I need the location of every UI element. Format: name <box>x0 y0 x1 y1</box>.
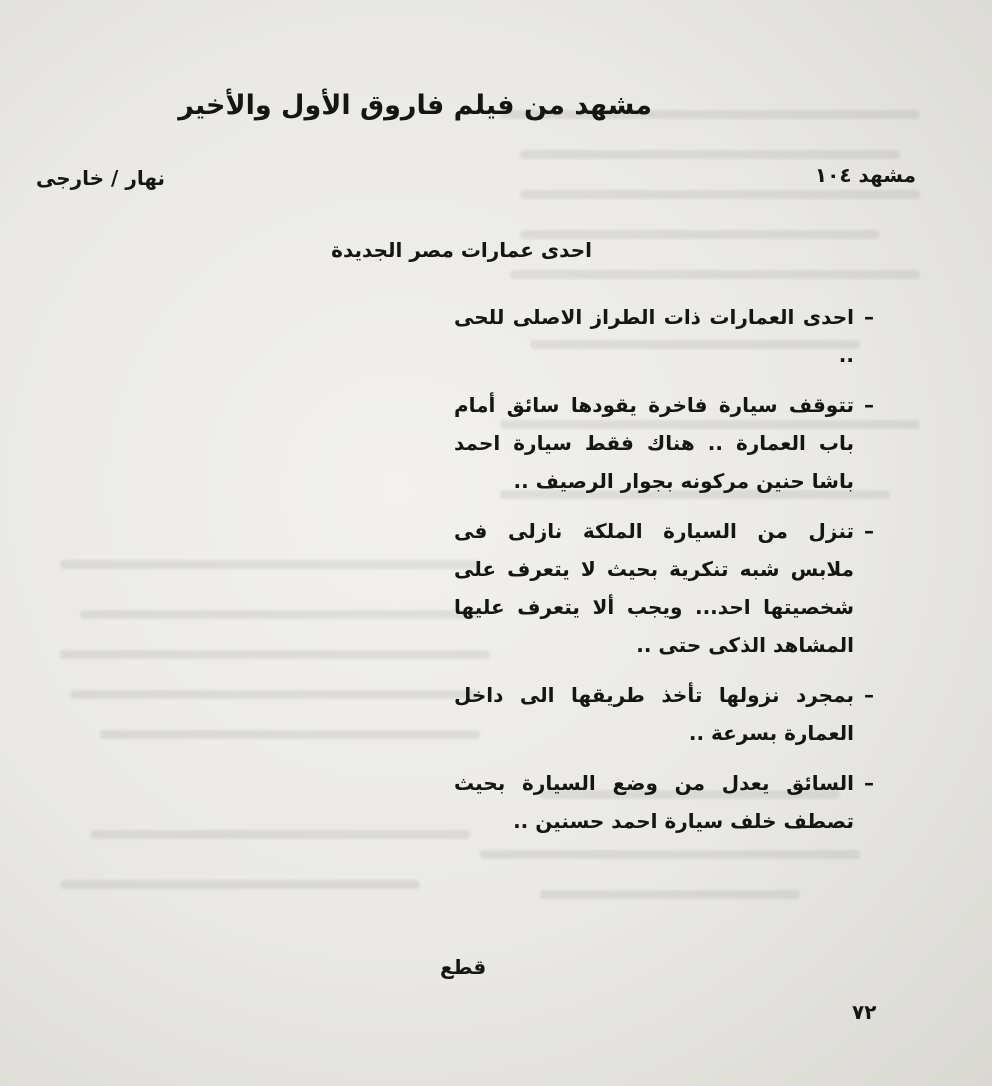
dash-marker: – <box>864 771 874 795</box>
action-item <box>454 298 874 374</box>
action-item <box>454 512 874 664</box>
page-number: ٧٢ <box>852 1000 877 1024</box>
dash-marker: – <box>864 683 874 707</box>
action-item <box>454 764 874 840</box>
action-item <box>454 676 874 752</box>
action-text: بمجرد نزولها تأخذ طريقها الى داخل العمارة بسرعة .. <box>454 683 854 745</box>
dash-marker: – <box>864 519 874 543</box>
page-title: مشهد من فيلم فاروق الأول والأخير <box>178 90 652 121</box>
scene-location: احدى عمارات مصر الجديدة <box>331 238 592 262</box>
action-text: السائق يعدل من وضع السيارة بحيث تصطف خلف سيارة احمد حسنين .. <box>454 771 854 833</box>
cut-transition: قطع <box>440 955 487 979</box>
scene-actions <box>454 298 874 852</box>
action-text: تنزل من السيارة الملكة نازلى فى ملابس شبه تنكرية بحيث لا يتعرف على شخصيتها احد... ويجب ألا يتعرف عليها المشاهد الذكى حتى .. <box>454 519 854 657</box>
action-item <box>454 386 874 500</box>
scene-time: نهار / خارجى <box>36 166 166 190</box>
action-text: تتوقف سيارة فاخرة يقودها سائق أمام باب العمارة .. هناك فقط سيارة احمد باشا حنين مركونه بجوار الرصيف .. <box>454 393 854 493</box>
dash-marker: – <box>864 305 874 329</box>
scene-number: مشهد ١٠٤ <box>814 163 916 187</box>
dash-marker: – <box>864 393 874 417</box>
action-text: احدى العمارات ذات الطراز الاصلى للحى .. <box>454 305 854 367</box>
